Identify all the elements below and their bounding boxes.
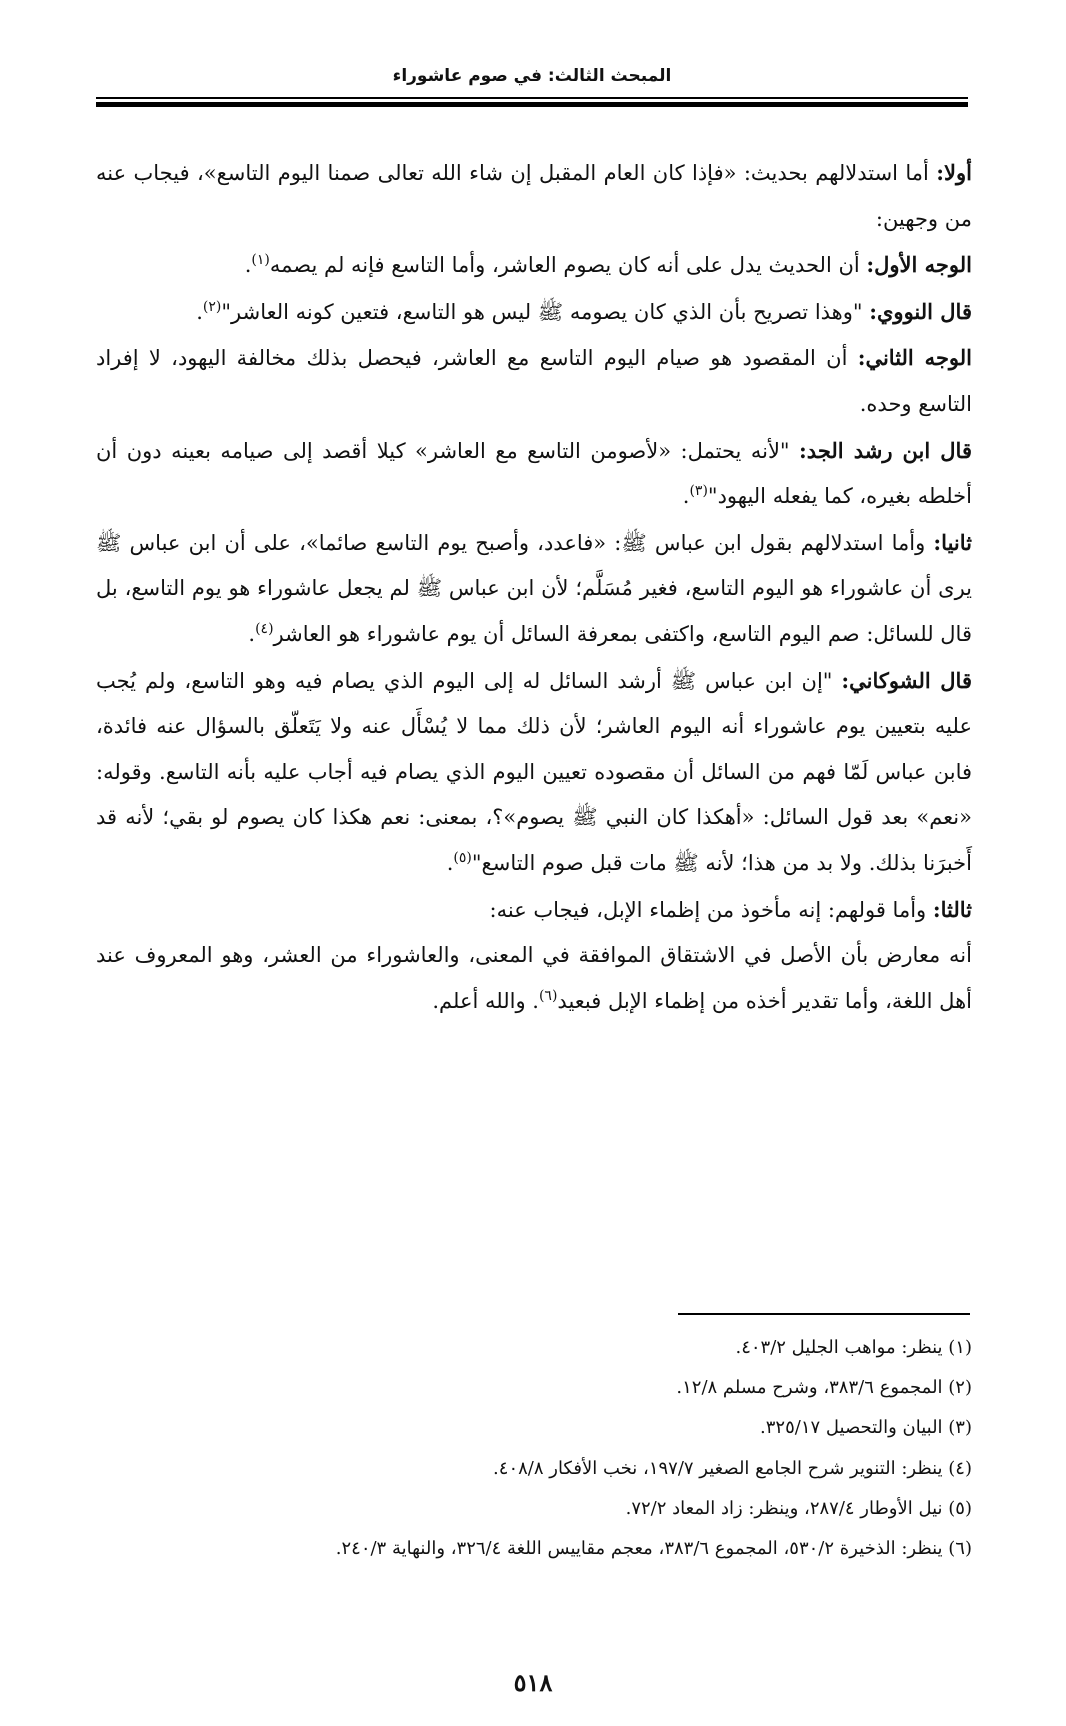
paragraph-text: "إن ابن عباس ﷺ أرشد السائل له إلى اليوم الذي يصام فيه وهو التاسع، ولم يُجب عليه بتعيين يوم عاشوراء أنه اليوم العاشر؛ لأن ذلك مما لا يُسْأَل عنه ولا يَتَعلّق بالسؤال عنه فائدة، فابن عباس لَمّا فهم من السائل أن مقصوده تعيين اليوم الذي يصام فيه أجاب عليه بأنه التاسع. وقوله: «نعم» بعد قول السائل: «أهكذا كان النبي ﷺ يصوم»؟، بمعنى: نعم هكذا كان يصوم لو بقي؛ لأنه قد أَخبرَنا بذلك. ولا بد من هذا؛ لأنه ﷺ مات قبل صوم التاسع": [96, 668, 972, 875]
paragraph-tail: . والله أعلم.: [432, 988, 539, 1013]
footnote-marker: (٥): [453, 849, 472, 866]
paragraph: [96, 150, 972, 242]
paragraph: [96, 289, 972, 336]
footnote: (١) ينظر: مواهب الجليل ٤٠٣/٢.: [735, 1337, 972, 1358]
paragraph-text: أنه معارض بأن الأصل في الاشتقاق الموافقة في المعنى، والعاشوراء من العشر، وهو المعروف عند أهل اللغة، وأما تقدير أخذه من إظماء الإبل فبعيد: [96, 943, 972, 1013]
paragraph: [96, 335, 972, 427]
footnote: (٤) ينظر: التنوير شرح الجامع الصغير ١٩٧/٧، نخب الأفكار ٤٠٨/٨.: [493, 1457, 972, 1479]
footnote-marker: (٢): [202, 298, 222, 315]
paragraph: [96, 933, 972, 1024]
paragraph-tail: .: [682, 484, 690, 509]
header-rule: [96, 97, 968, 99]
footnote: (٥) نيل الأوطار ٢٨٧/٤، وينظر: زاد المعاد ٧٢/٢.: [625, 1497, 972, 1519]
running-header: المبحث الثالث: في صوم عاشوراء: [392, 66, 672, 86]
paragraph-lead: قال ابن رشد الجد:: [799, 437, 972, 463]
paragraph: [96, 520, 972, 658]
footnote: (٢) المجموع ٣٨٣/٦، وشرح مسلم ١٢/٨.: [676, 1377, 972, 1399]
footnote-marker: (١): [251, 252, 270, 269]
paragraph-text: أن الحديث يدل على أنه كان يصوم العاشر، وأما التاسع فإنه لم يصمه: [269, 253, 867, 278]
footnote-marker: (٤): [255, 620, 274, 637]
paragraph-tail: .: [248, 621, 256, 646]
footnote-separator: [678, 1313, 970, 1315]
paragraph-lead: الوجه الثاني:: [857, 345, 973, 371]
paragraph-text: "لأنه يحتمل: «لأصومن التاسع مع العاشر» كيلا أقصد إلى صيامه بعينه دون أن أخلطه بغيره، كما يفعله اليهود": [96, 438, 972, 509]
paragraph-lead: أولا:: [936, 160, 972, 185]
paragraph-text: أما استدلالهم بحديث: «فإذا كان العام المقبل إن شاء الله تعالى صمنا اليوم التاسع»، فيجاب عنه من وجهين:: [96, 161, 972, 231]
paragraph-tail: .: [244, 253, 252, 278]
footnote-marker: (٦): [538, 987, 558, 1004]
paragraph-lead: قال الشوكاني:: [841, 667, 972, 693]
paragraph-text: أن المقصود هو صيام اليوم التاسع مع العاشر، فيحصل بذلك مخالفة اليهود، لا إفراد التاسع وحده.: [96, 346, 972, 416]
header-rule-thick: [96, 102, 968, 107]
paragraph: [96, 887, 972, 934]
paragraph-lead: ثانيا:: [933, 529, 972, 555]
paragraph-lead: الوجه الأول:: [866, 252, 972, 278]
paragraph-text: وأما قولهم: إنه مأخوذ من إظماء الإبل، فيجاب عنه:: [489, 897, 933, 922]
footnotes: [96, 1328, 972, 1569]
paragraph-tail: .: [196, 299, 203, 324]
paragraph: [96, 658, 972, 887]
paragraph-text: وأما استدلالهم بقول ابن عباس ﷺ: «فاعدد، وأصبح يوم التاسع صائما»، على أن ابن عباس ﷺ يرى أن عاشوراء هو اليوم التاسع، فغير مُسَلَّم؛ لأن ابن عباس ﷺ لم يجعل عاشوراء هو يوم التاسع، بل قال للسائل: صم اليوم التاسع، واكتفى بمعرفة السائل أن يوم عاشوراء هو العاشر: [96, 530, 972, 646]
paragraph-lead: قال النووي:: [869, 298, 972, 324]
main-text: [96, 150, 972, 1024]
paragraph: [96, 428, 972, 520]
paragraph: [96, 242, 972, 289]
paragraph-tail: .: [446, 850, 454, 875]
footnote-marker: (٣): [689, 483, 708, 500]
footnote: (٦) ينظر: الذخيرة ٥٣٠/٢، المجموع ٣٨٣/٦، معجم مقاييس اللغة ٣٢٦/٤، والنهاية ٢٤٠/٣.: [335, 1538, 972, 1560]
paragraph-text: "وهذا تصريح بأن الذي كان يصومه ﷺ ليس هو التاسع، فتعين كونه العاشر": [221, 299, 870, 324]
paragraph-lead: ثالثا:: [932, 896, 972, 922]
page-number: ٥١٨: [513, 1668, 553, 1697]
footnote: (٣) البيان والتحصيل ٣٢٥/١٧.: [760, 1417, 972, 1439]
